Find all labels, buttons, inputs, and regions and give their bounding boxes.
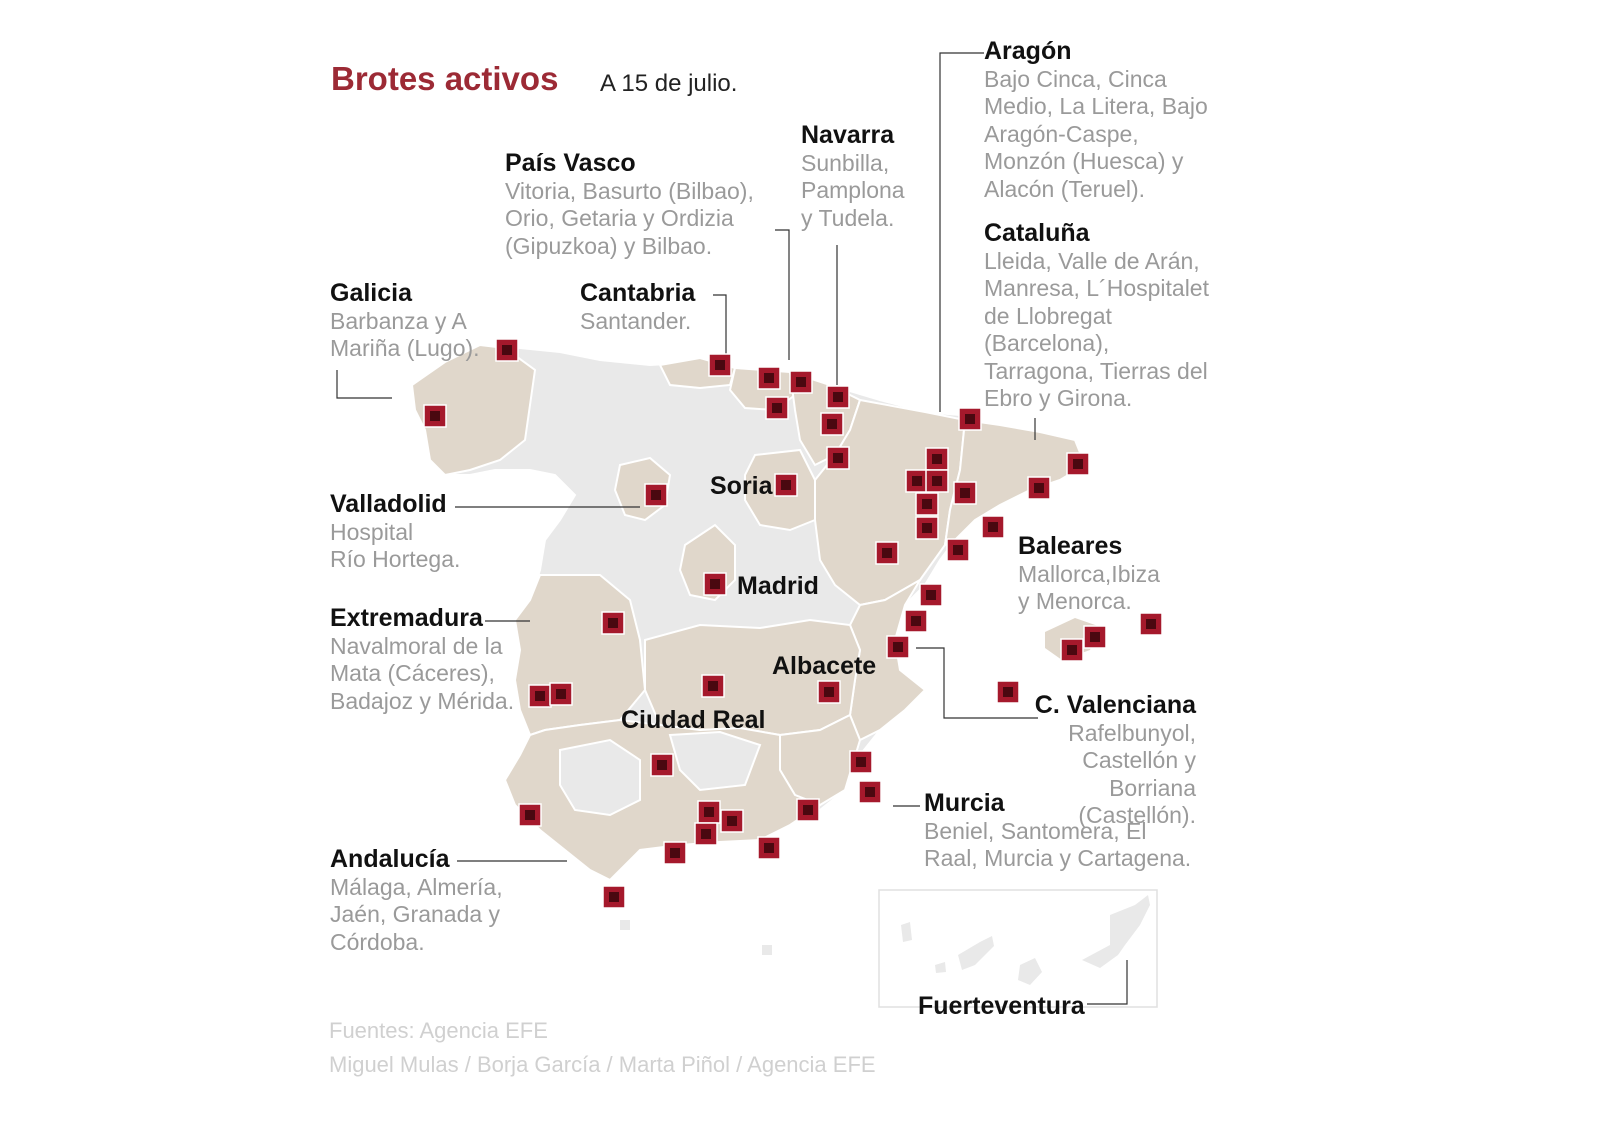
outbreak-marker-core bbox=[960, 488, 970, 498]
outbreak-marker-core bbox=[856, 757, 866, 767]
label-c-valenciana-name: C. Valenciana bbox=[1034, 691, 1196, 719]
outbreak-marker-core bbox=[727, 816, 737, 826]
label-aragon-desc: Bajo Cinca, Cinca Medio, La Litera, Bajo Aragón-Caspe, Monzón (Huesca) y Alacón (Teruel). bbox=[984, 65, 1208, 202]
label-aragon-name: Aragón bbox=[984, 37, 1072, 65]
label-murcia-name: Murcia bbox=[924, 789, 1005, 817]
label-extremadura-name: Extremadura bbox=[330, 604, 483, 632]
outbreak-marker-core bbox=[827, 419, 837, 429]
label-valladolid-name: Valladolid bbox=[330, 490, 447, 518]
label-galicia bbox=[330, 280, 480, 363]
islet-melilla bbox=[762, 945, 772, 955]
outbreak-marker-core bbox=[670, 848, 680, 858]
label-baleares-name: Baleares bbox=[1018, 532, 1123, 560]
label-valladolid bbox=[330, 491, 460, 574]
label-galicia-desc: Barbanza y A Mariña (Lugo). bbox=[330, 307, 480, 361]
outbreak-marker-core bbox=[657, 760, 667, 770]
label-navarra bbox=[801, 122, 905, 232]
city-label-fuerteventura: Fuerteventura bbox=[918, 992, 1085, 1020]
outbreak-marker-core bbox=[608, 618, 618, 628]
outbreak-marker-core bbox=[609, 892, 619, 902]
outbreak-marker-core bbox=[882, 548, 892, 558]
outbreak-marker-core bbox=[704, 807, 714, 817]
outbreak-marker-core bbox=[911, 616, 921, 626]
label-cantabria bbox=[580, 280, 695, 335]
outbreak-marker-core bbox=[764, 373, 774, 383]
outbreak-marker-core bbox=[965, 414, 975, 424]
outbreak-marker-core bbox=[502, 345, 512, 355]
outbreak-marker-core bbox=[824, 687, 834, 697]
label-baleares-desc: Mallorca,Ibiza y Menorca. bbox=[1018, 560, 1160, 614]
label-cataluna bbox=[984, 220, 1209, 413]
map-title: Brotes activos bbox=[331, 60, 559, 97]
andalucia-inner-province bbox=[560, 740, 640, 815]
label-cataluna-desc: Lleida, Valle de Arán, Manresa, L´Hospitalet de Llobregat (Barcelona), Tarragona, Tierras del Ebro y Girona. bbox=[984, 247, 1209, 411]
label-c-valenciana-desc: Rafelbunyol, Castellón y Borriana (Castellón). bbox=[1068, 719, 1196, 828]
outbreak-marker-core bbox=[932, 454, 942, 464]
label-murcia bbox=[924, 790, 1191, 873]
outbreak-marker-core bbox=[651, 490, 661, 500]
map-subtitle: A 15 de julio. bbox=[600, 70, 738, 97]
label-cantabria-name: Cantabria bbox=[580, 279, 696, 307]
outbreak-marker-core bbox=[833, 392, 843, 402]
outbreak-marker-core bbox=[922, 523, 932, 533]
outbreak-marker-core bbox=[1090, 632, 1100, 642]
outbreak-marker-core bbox=[796, 377, 806, 387]
outbreak-marker-core bbox=[772, 403, 782, 413]
label-navarra-desc: Sunbilla, Pamplona y Tudela. bbox=[801, 149, 905, 231]
outbreak-marker-core bbox=[1067, 645, 1077, 655]
outbreak-marker-core bbox=[893, 642, 903, 652]
city-label-soria: Soria bbox=[710, 472, 773, 500]
label-andalucia-desc: Málaga, Almería, Jaén, Granada y Córdoba. bbox=[330, 873, 503, 955]
canarias-islands bbox=[901, 895, 1150, 985]
outbreak-marker-core bbox=[535, 691, 545, 701]
city-label-albacete: Albacete bbox=[772, 652, 877, 680]
outbreak-marker-core bbox=[525, 810, 535, 820]
label-cataluna-name: Cataluña bbox=[984, 219, 1090, 247]
outbreak-marker-core bbox=[803, 805, 813, 815]
outbreak-marker-core bbox=[430, 411, 440, 421]
outbreak-marker-core bbox=[781, 480, 791, 490]
outbreak-marker-core bbox=[708, 681, 718, 691]
outbreak-marker-core bbox=[926, 590, 936, 600]
islet-ceuta bbox=[620, 920, 630, 930]
label-aragon bbox=[984, 38, 1208, 203]
footer-credits: Miguel Mulas / Borja García / Marta Piñol / Agencia EFE bbox=[329, 1052, 876, 1077]
outbreak-marker-core bbox=[710, 579, 720, 589]
outbreak-marker-core bbox=[922, 499, 932, 509]
outbreak-marker-core bbox=[932, 476, 942, 486]
label-extremadura bbox=[330, 605, 514, 715]
outbreak-marker-core bbox=[556, 689, 566, 699]
label-galicia-name: Galicia bbox=[330, 279, 412, 307]
label-pais-vasco bbox=[505, 150, 754, 260]
city-label-ciudad-real: Ciudad Real bbox=[621, 706, 766, 734]
label-murcia-desc: Beniel, Santomera, El Raal, Murcia y Cartagena. bbox=[924, 817, 1192, 871]
outbreak-marker-core bbox=[865, 787, 875, 797]
label-pais-vasco-name: País Vasco bbox=[505, 149, 636, 177]
outbreak-marker-core bbox=[953, 545, 963, 555]
label-pais-vasco-desc: Vitoria, Basurto (Bilbao), Orio, Getaria y Ordizia (Gipuzkoa) y Bilbao. bbox=[505, 177, 754, 259]
outbreak-marker-core bbox=[1146, 619, 1156, 629]
outbreak-marker-core bbox=[988, 522, 998, 532]
label-andalucia bbox=[330, 846, 503, 956]
label-extremadura-desc: Navalmoral de la Mata (Cáceres), Badajoz y Mérida. bbox=[330, 632, 515, 714]
outbreak-marker-core bbox=[1073, 459, 1083, 469]
outbreak-marker-core bbox=[833, 453, 843, 463]
label-baleares bbox=[1018, 533, 1160, 616]
outbreak-marker-core bbox=[764, 843, 774, 853]
label-andalucia-name: Andalucía bbox=[330, 845, 450, 873]
footer-sources: Fuentes: Agencia EFE bbox=[329, 1018, 548, 1043]
outbreak-marker-core bbox=[1034, 483, 1044, 493]
label-cantabria-desc: Santander. bbox=[580, 307, 692, 334]
label-valladolid-desc: Hospital Río Hortega. bbox=[330, 518, 461, 572]
label-navarra-name: Navarra bbox=[801, 121, 895, 149]
city-label-madrid: Madrid bbox=[737, 572, 819, 600]
outbreak-marker-core bbox=[912, 476, 922, 486]
outbreak-marker-core bbox=[701, 829, 711, 839]
outbreak-marker-core bbox=[715, 360, 725, 370]
